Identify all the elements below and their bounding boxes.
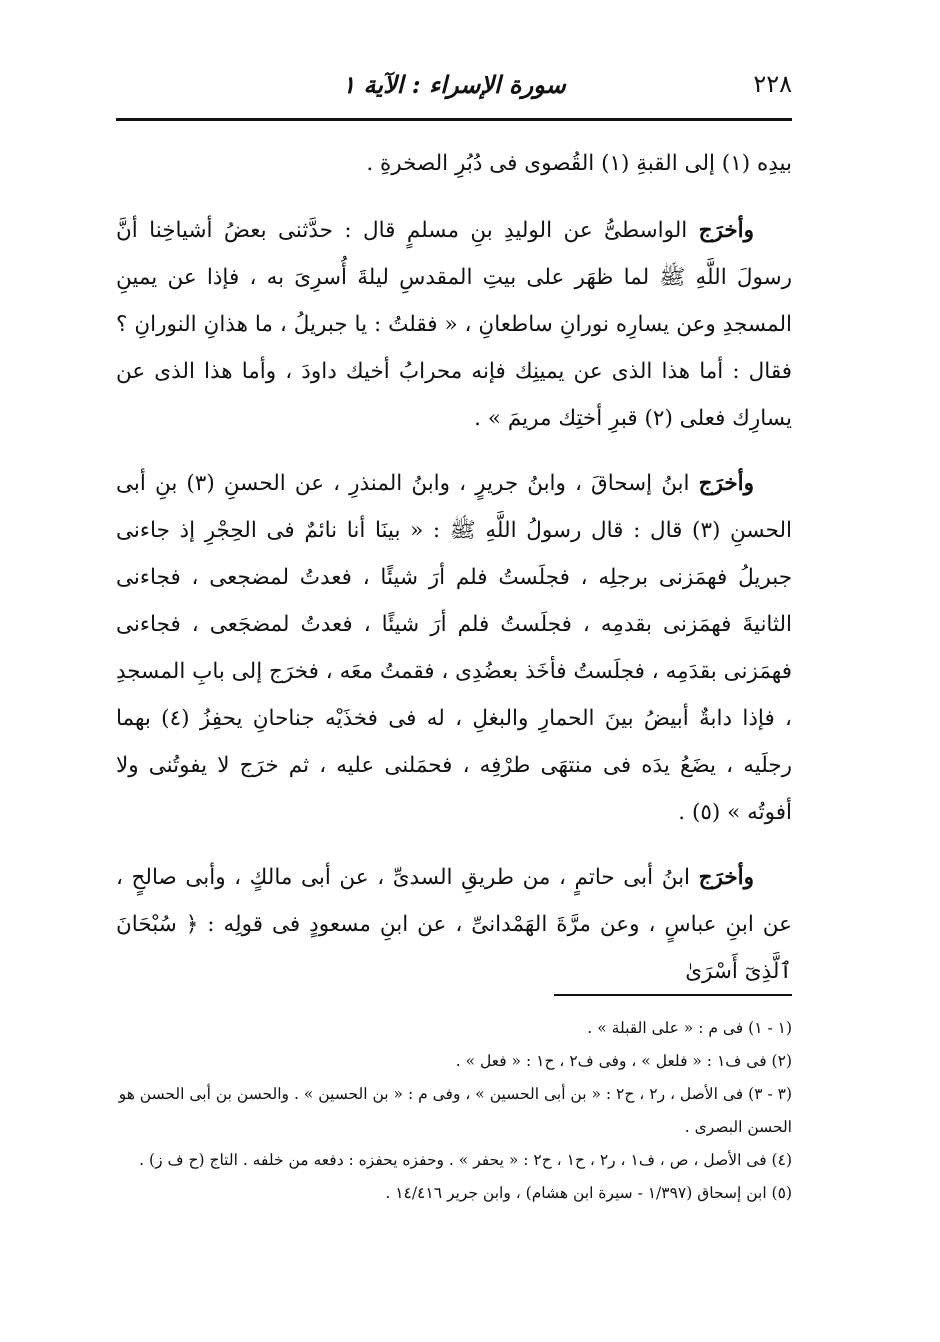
footnote-5: (٥) ابن إسحاق (١/٣٩٧ - سيرة ابن هشام) ، وابن جرير ١٤/٤١٦ . — [385, 1184, 792, 1202]
header-rule — [116, 118, 792, 121]
paragraph-3-lead: وأخرَج — [698, 471, 754, 496]
paragraph-3 — [116, 460, 792, 836]
paragraph-4-lead: وأخرَج — [698, 865, 754, 890]
footnote-rule — [554, 994, 792, 996]
footnote-1: (١ - ١) فى م : « على القبلة » . — [587, 1019, 792, 1037]
running-title: سورة الإسراء : الآية ١ — [342, 70, 566, 99]
footnotes — [116, 1012, 792, 1210]
paragraph-4-text: ابنُ أبى حاتمٍ ، من طريقِ السدىِّ ، عن أبى مالكٍ ، وأبى صالحٍ ، عن ابنِ عباسٍ ، وعن مرَّةَ الهَمْدانىِّ ، عن ابنِ مسعودٍ فى قولِه : ﴿ سُبْحَانَ ٱلَّذِىٓ أَسْرَىٰ — [116, 865, 792, 984]
paragraph-3-text: ابنُ إسحاقَ ، وابنُ جريرٍ ، وابنُ المنذرِ ، عن الحسنِ (٣) بنِ أبى الحسنِ (٣) قال : قال رسولُ اللَّهِ ﷺ : « بينَا أنا نائمٌ فى الحِجْرِ إذ جاءنى جبريلُ فهمَزنى برجلِه ، فجلَستُ فلم أرَ شيئًا ، فعدتُ لمضجعى ، فجاءنى الثانيةَ فهمَزنى بقدمِه ، فجلَستُ فلم أرَ شيئًا ، فعدتُ لمضجَعى ، فجاءنى فهمَزنى بقدَمِه ، فجلَستُ فأخَذ بعضُدِى ، فقمتُ معَه ، فخرَج إلى بابِ المسجدِ ، فإذا دابةٌ أبيضُ بينَ الحمارِ والبغلِ ، له فى فخذَيْه جناحانِ يحفِزُ (٤) بهما رجلَيه ، يضَعُ يدَه فى منتهَى طرْفِه ، فحمَلنى عليه ، ثم خرَج لا يفوتُنى ولا أفوتُه » (٥) . — [116, 471, 792, 825]
paragraph-2-lead: وأخرَج — [698, 218, 754, 243]
footnote-2: (٢) فى ف١ : « فلعل » ، وفى ف٢ ، ح١ : « فعل » . — [455, 1052, 792, 1070]
footnote-4: (٤) فى الأصل ، ص ، ف١ ، ر٢ ، ح١ ، ح٢ : « يحفر » . وحفزه يحفزه : دفعه من خلفه . التاج (ح ف ز) . — [139, 1151, 792, 1169]
paragraph-2 — [116, 207, 792, 442]
page-header — [116, 62, 792, 112]
page-number: ٢٢٨ — [753, 70, 792, 98]
paragraph-2-text: الواسطىُّ عن الوليدِ بنِ مسلمٍ قال : حدَّثنى بعضُ أشياخِنا أنَّ رسولَ اللَّهِ ﷺ لما ظهَر على بيتِ المقدسِ ليلةَ أُسرِىَ به ، فإذا عن يمينِ المسجدِ وعن يسارِه نورانِ ساطعانِ ، « فقلتُ : يا جبريلُ ، ما هذانِ النورانِ ؟ فقال : أما هذا الذى عن يمينِك فإنه محرابُ أخيك داودَ ، وأما هذا الذى عن يسارِك فعلى (٢) قبرِ أختِك مريمَ » . — [116, 218, 792, 431]
paragraph-4 — [116, 854, 792, 995]
main-text — [116, 140, 792, 1013]
paragraph-1 — [116, 140, 792, 187]
footnote-3: (٣ - ٣) فى الأصل ، ر٢ ، ح٢ : « بن أبى الحسين » ، وفى م : « بن الحسين » . والحسن بن أبى الحسن هو الحسن البصرى . — [118, 1085, 792, 1136]
paragraph-1-text: بيدِه (١) إلى القبةِ (١) القُصوى فى دُبُرِ الصخرةِ . — [366, 151, 792, 176]
